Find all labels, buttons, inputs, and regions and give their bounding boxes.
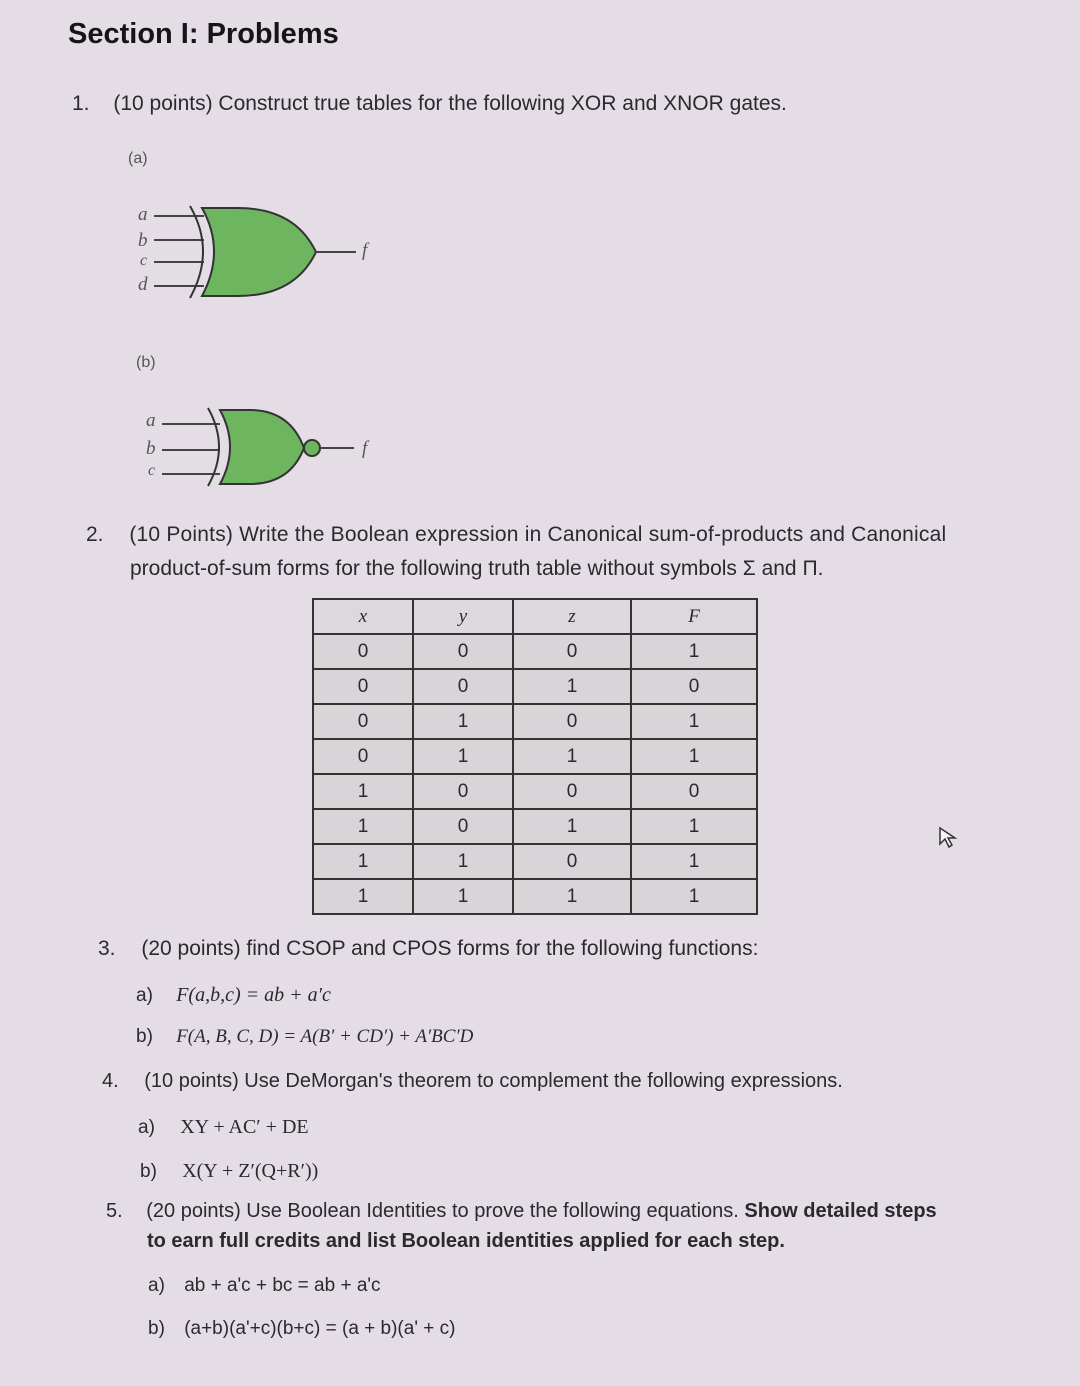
cell: 1: [513, 809, 631, 844]
question-4-number: 4.: [102, 1070, 119, 1092]
question-2-line-1: (10 Points) Write the Boolean expression in Canonical sum-of-products and Canonical: [129, 523, 947, 546]
question-5: [106, 1195, 1026, 1227]
question-5b: [148, 1318, 455, 1340]
cell: 0: [313, 739, 413, 774]
question-5b-label: b): [148, 1318, 165, 1339]
gate-a-input-a: a: [138, 204, 148, 225]
question-5-number: 5.: [106, 1200, 123, 1222]
cell: 1: [413, 879, 513, 914]
question-5-text: (20 points) Use Boolean Identities to prove the following equations.: [146, 1200, 739, 1222]
question-3-text: (20 points) find CSOP and CPOS forms for the following functions:: [141, 937, 759, 960]
question-5a-label: a): [148, 1275, 165, 1296]
question-3b-label: b): [136, 1026, 153, 1047]
cell: 1: [631, 634, 757, 669]
question-5-bold-2: to earn full credits and list Boolean identities applied for each step.: [147, 1230, 785, 1252]
cell: 1: [513, 879, 631, 914]
cell: 1: [313, 879, 413, 914]
question-5-line-2: [147, 1225, 785, 1257]
question-1-text: (10 points) Construct true tables for the following XOR and XNOR gates.: [113, 92, 787, 115]
cell: 1: [313, 774, 413, 809]
question-5-bold-1: Show detailed steps: [744, 1200, 937, 1222]
cell: 0: [413, 669, 513, 704]
cell: 1: [631, 704, 757, 739]
cell: 1: [631, 879, 757, 914]
cell: 1: [313, 809, 413, 844]
question-5a: [148, 1275, 381, 1297]
table-row: [313, 704, 757, 739]
question-5b-expression: (a+b)(a'+c)(b+c) = (a + b)(a' + c): [184, 1318, 456, 1339]
question-4-text: (10 points) Use DeMorgan's theorem to complement the following expressions.: [144, 1070, 843, 1092]
cell: 0: [631, 669, 757, 704]
question-3b: [136, 1026, 473, 1048]
cell: 1: [631, 844, 757, 879]
question-3a-label: a): [136, 985, 153, 1006]
header-z: z: [513, 599, 631, 634]
cell: 1: [631, 739, 757, 774]
gate-b-output-f: f: [362, 438, 368, 459]
xor-gate-icon: [130, 196, 390, 306]
question-3-number: 3.: [98, 937, 116, 960]
cell: 1: [413, 844, 513, 879]
question-3b-expression: F(A, B, C, D) = A(B′ + CD′) + A′BC′D: [176, 1026, 474, 1047]
table-row: [313, 879, 757, 914]
question-3a-expression: F(a,b,c) = ab + a′c: [176, 984, 331, 1006]
header-f: F: [631, 599, 757, 634]
table-row: [313, 774, 757, 809]
question-1-number: 1.: [72, 92, 90, 115]
gate-b-input-c: c: [148, 462, 156, 479]
question-3: [98, 933, 758, 965]
gate-a-input-c: c: [140, 252, 148, 269]
gate-b-input-a: a: [146, 410, 156, 431]
question-4a-label: a): [138, 1117, 155, 1138]
question-4b-expression: X(Y + Z′(Q+R′)): [182, 1160, 319, 1182]
cell: 0: [513, 774, 631, 809]
question-4: [102, 1065, 843, 1097]
gate-a-input-b: b: [138, 230, 148, 251]
question-4b: [140, 1160, 318, 1183]
table-row: [313, 739, 757, 774]
cell: 0: [313, 634, 413, 669]
xor-gate-diagram: [130, 196, 390, 306]
cell: 0: [513, 844, 631, 879]
mouse-cursor-icon: [938, 826, 958, 850]
question-5a-expression: ab + a'c + bc = ab + a'c: [184, 1275, 381, 1296]
question-2: [86, 519, 1036, 551]
xnor-gate-diagram: [140, 404, 390, 490]
part-b-label: (b): [136, 354, 156, 371]
table-row: [313, 809, 757, 844]
cell: 1: [413, 704, 513, 739]
gate-a-input-d: d: [138, 274, 148, 295]
header-y: y: [413, 599, 513, 634]
truth-table-header-row: [313, 599, 757, 634]
cell: 0: [313, 704, 413, 739]
cell: 0: [513, 704, 631, 739]
xnor-gate-icon: [140, 404, 390, 490]
table-row: [313, 634, 757, 669]
cell: 0: [313, 669, 413, 704]
question-4a-expression: XY + AC′ + DE: [180, 1116, 309, 1138]
header-x: x: [313, 599, 413, 634]
cell: 0: [513, 634, 631, 669]
section-title: Section I: Problems: [68, 18, 339, 50]
cell: 1: [631, 809, 757, 844]
cell: 0: [413, 634, 513, 669]
question-3a: [136, 984, 331, 1007]
question-2-line-2: product-of-sum forms for the following truth table without symbols Σ and Π.: [130, 557, 824, 580]
gate-b-input-b: b: [146, 438, 156, 459]
cell: 0: [413, 774, 513, 809]
table-row: [313, 669, 757, 704]
table-row: [313, 844, 757, 879]
cell: 1: [413, 739, 513, 774]
question-4a: [138, 1116, 309, 1139]
question-2-number: 2.: [86, 523, 104, 546]
cell: 1: [313, 844, 413, 879]
part-a-label: (a): [128, 150, 148, 167]
truth-table: [312, 598, 758, 915]
cell: 0: [413, 809, 513, 844]
cell: 1: [513, 669, 631, 704]
cell: 0: [631, 774, 757, 809]
gate-a-output-f: f: [362, 240, 368, 261]
question-4b-label: b): [140, 1161, 157, 1182]
question-1: [72, 88, 787, 120]
cell: 1: [513, 739, 631, 774]
